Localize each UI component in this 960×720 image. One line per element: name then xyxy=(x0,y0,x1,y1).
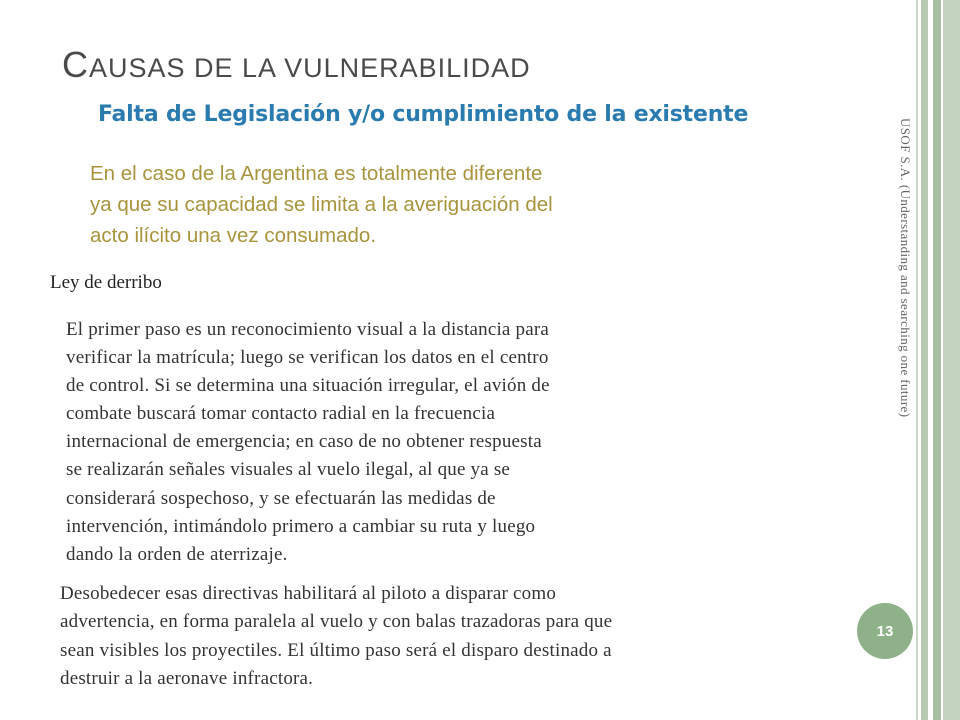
footer-vertical-text: USOF S.A. (Understanding and searching one future) xyxy=(898,118,913,418)
intro-line: ya que su capacidad se limita a la averiguación del xyxy=(90,193,553,216)
paragraph-line: destruir a la aeronave infractora. xyxy=(60,667,314,689)
paragraph-line: sean visibles los proyectiles. El último paso será el disparo destinado a xyxy=(60,639,612,661)
paragraph-line: internacional de emergencia; en caso de no obtener respuesta xyxy=(66,431,542,453)
paragraph-line: de control. Si se determina una situación irregular, el avión de xyxy=(66,375,550,397)
intro-line: En el caso de la Argentina es totalmente diferente xyxy=(90,162,543,185)
paragraph-line: considerará sospechoso, y se efectuarán las medidas de xyxy=(66,487,496,509)
slide-title-rest: AUSAS DE LA VULNERABILIDAD xyxy=(89,53,531,83)
paragraph-line: dando la orden de aterrizaje. xyxy=(66,543,288,565)
paragraph-line: combate buscará tomar contacto radial en la frecuencia xyxy=(66,403,496,425)
decorative-stripe xyxy=(933,0,941,720)
paragraph-line: verificar la matrícula; luego se verifican los datos en el centro xyxy=(66,347,549,369)
paragraph-line: El primer paso es un reconocimiento visual a la distancia para xyxy=(66,319,550,340)
paragraph-line: intervención, intimándolo primero a cambiar su ruta y luego xyxy=(66,515,536,537)
page-number-badge: 13 xyxy=(857,603,913,659)
intro-line: acto ilícito una vez consumado. xyxy=(90,224,377,247)
paragraph-line: Desobedecer esas directivas habilitará al piloto a disparar como xyxy=(60,583,557,604)
section-label: Ley de derribo xyxy=(50,272,162,293)
decorative-stripe xyxy=(916,0,918,720)
slide-title-initial: C xyxy=(62,44,89,85)
decorative-stripe xyxy=(943,0,960,720)
paragraph-procedure xyxy=(66,316,550,569)
decorative-stripe xyxy=(921,0,928,720)
paragraph-disobedience xyxy=(60,580,612,693)
paragraph-line: advertencia, en forma paralela al vuelo y con balas trazadoras para que xyxy=(60,611,613,633)
slide-subtitle: Falta de Legislación y/o cumplimiento de la existente xyxy=(98,102,749,127)
decorative-stripe xyxy=(930,0,932,720)
intro-text xyxy=(90,158,730,251)
paragraph-line: se realizarán señales visuales al vuelo ilegal, al que ya se xyxy=(66,459,511,481)
slide-title xyxy=(62,44,531,86)
